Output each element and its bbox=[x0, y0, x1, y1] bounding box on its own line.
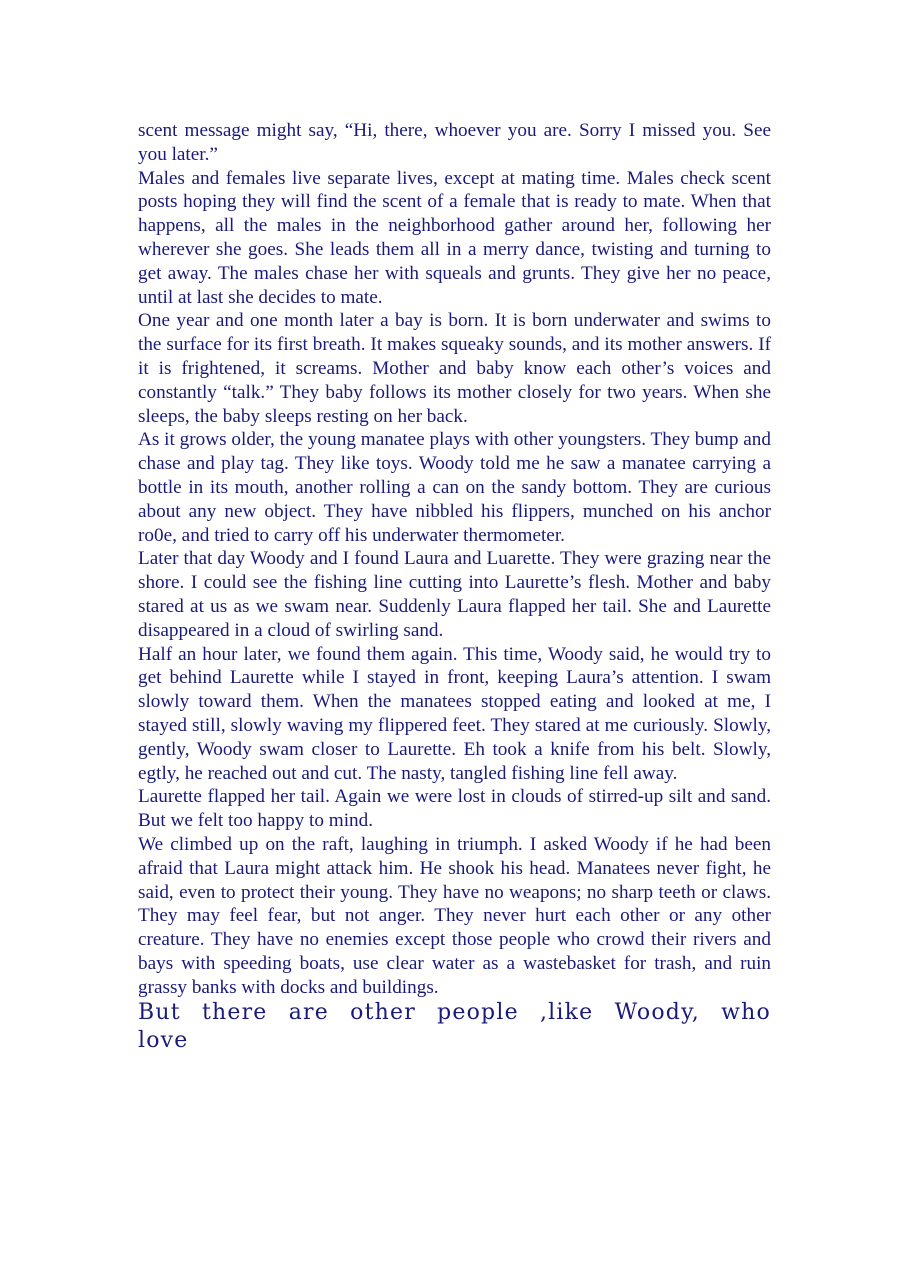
paragraph-young-manatee: As it grows older, the young manatee plays with other youngsters. They bump and chase and play tag. They like toys. Woody told me he saw a manatee carrying a bottle in its mouth, another rolling a can on the sandy bottom. They are curious about any new object. They have nibbled his flippers, munched on his anchor ro0e, and tried to carry off his underwater thermometer. bbox=[138, 429, 771, 546]
paragraph-scent-message: scent message might say, “Hi, there, whoever you are. Sorry I missed you. See you later.” bbox=[138, 120, 771, 165]
paragraph-half-hour-later: Half an hour later, we found them again. This time, Woody said, he would try to get behind Laurette while I stayed in front, keeping Laura’s attention. I swam slowly toward them. When the manatees stopped eating and looked at me, I stayed still, slowly waving my flippered feet. They stared at me curiously. Slowly, gently, Woody swam closer to Laurette. Eh took a knife from his belt. Slowly, egtly, he reached out and cut. The nasty, tangled fishing line fell away. bbox=[138, 643, 771, 784]
paragraph-birth: One year and one month later a bay is born. It is born underwater and swims to the surface for its first breath. It makes squeaky sounds, and its mother answers. If it is frightened, it screams. Mother and baby know each other’s voices and constantly “talk.” They baby follows its mother closely for two years. When she sleeps, the baby sleeps resting on her back. bbox=[138, 310, 771, 427]
paragraph-raft: We climbed up on the raft, laughing in triumph. I asked Woody if he had been afraid that Laura might attack him. He shook his head. Manatees never fight, he said, even to protect their young. They have no weapons; no sharp teeth or claws. They may feel fear, but not anger. They never hurt each other or any other creature. They have no enemies except those people who crowd their rivers and bays with speeding boats, use clear water as a wastebasket for trash, and ruin grassy banks with docks and buildings. bbox=[138, 833, 771, 998]
paragraph-final-line: But there are other people ,like Woody, who love bbox=[138, 1000, 771, 1054]
paragraph-later-that-day: Later that day Woody and I found Laura and Luarette. They were grazing near the shore. I could see the fishing line cutting into Laurette’s flesh. Mother and baby stared at us as we swam near. Suddenly Laura flapped her tail. She and Laurette disappeared in a cloud of swirling sand. bbox=[138, 548, 771, 641]
paragraph-laurette-flapped: Laurette flapped her tail. Again we were lost in clouds of stirred-up silt and sand. But we felt too happy to mind. bbox=[138, 786, 771, 832]
body-text bbox=[138, 119, 771, 1055]
paragraph-mating: Males and females live separate lives, except at mating time. Males check scent posts hoping they will find the scent of a female that is ready to mate. When that happens, all the males in the neighborhood gather around her, following her wherever she goes. She leads them all in a merry dance, twisting and turning to get away. The males chase her with squeals and grunts. They give her no peace, until at last she decides to mate. bbox=[138, 167, 771, 308]
